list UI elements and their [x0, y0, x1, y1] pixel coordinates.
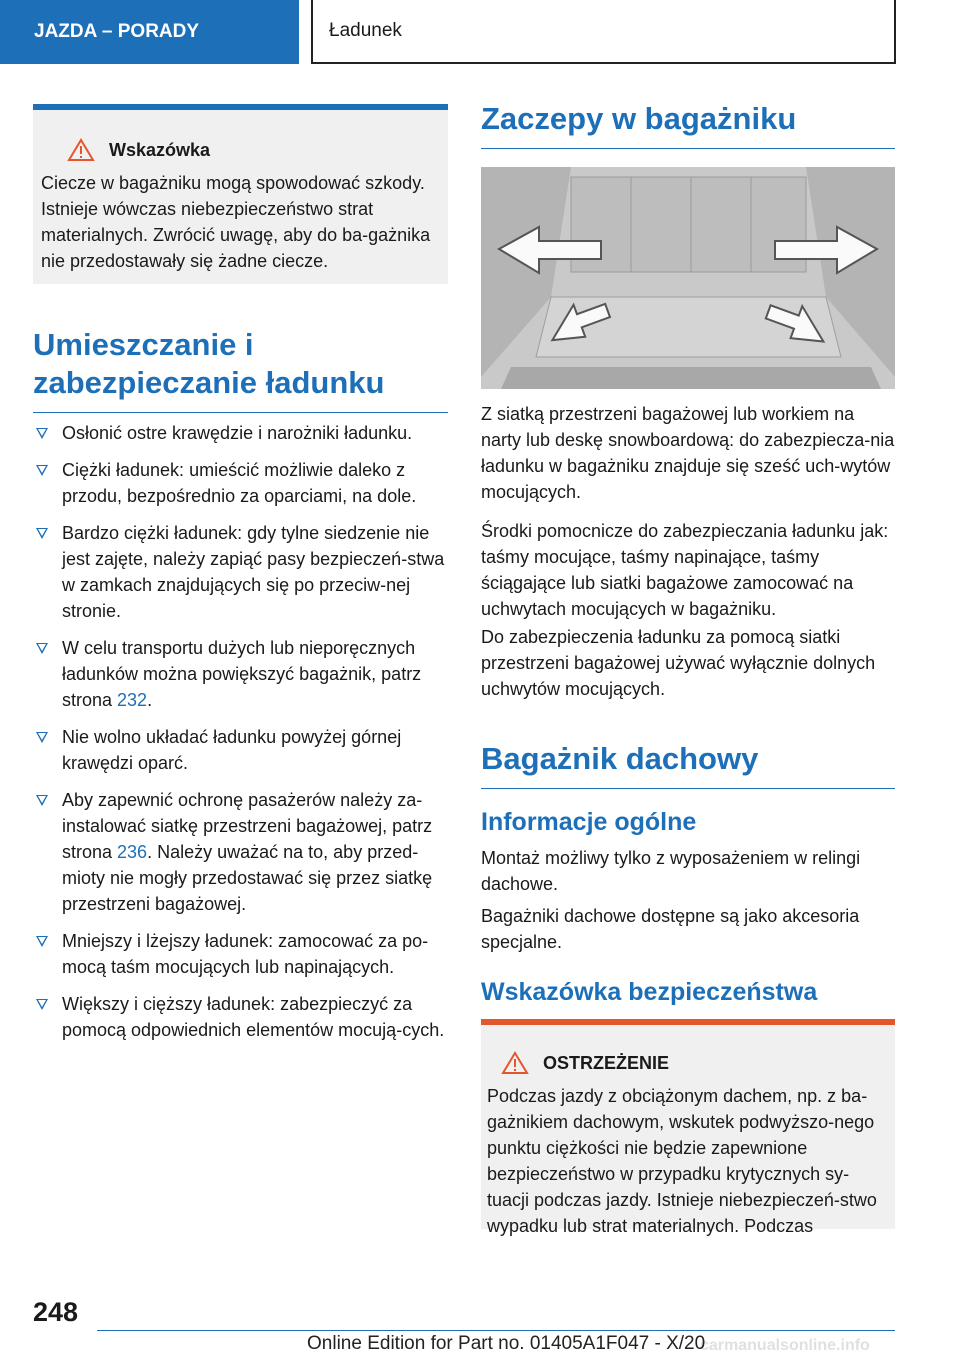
- bullet-triangle-icon: [36, 936, 48, 947]
- footer-divider: [97, 1330, 895, 1331]
- list-item: Nie wolno układać ładunku powyżej górnej krawędzi oparć.: [33, 724, 448, 776]
- header-topic: Ładunek: [311, 0, 896, 64]
- anchors-paragraph-3: Do zabezpieczenia ładunku za pomocą siatki przestrzeni bagażowej używać wyłącznie dolnych uchwytów mocujących.: [481, 627, 876, 699]
- bullet-triangle-icon: [36, 643, 48, 654]
- anchors-paragraph-1: Z siatką przestrzeni bagażowej lub workiem na narty lub deskę snowboardową: do zabezpiecza-nia ładunku w bagażniku znajduje się sześć uch-wytów mocujących.: [481, 404, 895, 502]
- warning-triangle-icon: [67, 138, 95, 162]
- note-box: [33, 104, 448, 284]
- header-section: JAZDA – PORADY: [0, 0, 299, 64]
- bullet-triangle-icon: [36, 999, 48, 1010]
- note-text: Ciecze w bagażniku mogą spowodować szkody. Istnieje wówczas niebezpieczeństwo strat materialnych. Zwrócić uwagę, aby do ba-gażnika nie przedostawały się żadne ciecze.: [41, 173, 431, 271]
- warning-triangle-icon: [501, 1051, 529, 1075]
- warning-title-row: [487, 1051, 889, 1075]
- bullet-triangle-icon: [36, 732, 48, 743]
- bullet-triangle-icon: [36, 465, 48, 476]
- list-item: Ciężki ładunek: umieścić możliwie daleko z przodu, bezpośrednio za oparciami, na dole.: [33, 457, 448, 509]
- warning-box: [481, 1019, 895, 1236]
- heading-line2: zabezpieczanie ładunku: [33, 365, 385, 400]
- list-item: Osłonić ostre krawędzie i narożniki ładunku.: [33, 420, 448, 446]
- bullet-triangle-icon: [36, 795, 48, 806]
- heading-line1: Umieszczanie i: [33, 327, 254, 362]
- subheading-general-info: Informacje ogólne: [481, 808, 697, 836]
- list-item: Bardzo ciężki ładunek: gdy tylne siedzenie nie jest zajęte, należy zapiąć pasy bezpieczeń-stwa w zamkach znajdujących się po przeciw-nej stronie.: [33, 520, 448, 624]
- subheading-safety-note: Wskazówka bezpieczeństwa: [481, 978, 818, 1006]
- section-heading-loading: [33, 326, 448, 413]
- trunk-illustration: [481, 167, 895, 389]
- bullet-triangle-icon: [36, 428, 48, 439]
- bullet-triangle-icon: [36, 528, 48, 539]
- roof-paragraph-2: Bagażniki dachowe dostępne są jako akcesoria specjalne.: [481, 906, 860, 952]
- list-item: W celu transportu dużych lub nieporęcznych ładunków można powiększyć bagażnik, patrz strona 232.: [33, 635, 448, 713]
- note-title-row: [43, 138, 440, 162]
- list-item: Aby zapewnić ochronę pasażerów należy za-instalować siatkę przestrzeni bagażowej, patrz strona 236. Należy uważać na to, aby przed-mioty nie mogły przedostawać się przez siatkę przestrzeni bagażowej.: [33, 787, 448, 917]
- warning-title: OSTRZEŻENIE: [543, 1052, 670, 1073]
- anchors-paragraph-2: Środki pomocnicze do zabezpieczania ładunku jak: taśmy mocujące, taśmy napinające, taśmy ściągające lub siatki bagażowe zamocować na uchwytach mocujących w bagażniku.: [481, 521, 889, 619]
- warning-text: Podczas jazdy z obciążonym dachem, np. z ba-gażnikiem dachowym, wskutek podwyższo-nego punktu ciężkości nie będzie zapewnione bezpieczeństwo w przypadku krytycznych sy-tuacji podczas jazdy. Istnieje niebezpieczeń-stwo wypadku lub strat materialnych. Podczas: [487, 1086, 877, 1236]
- note-title: Wskazówka: [109, 139, 211, 160]
- page-link-236[interactable]: 236: [117, 842, 148, 862]
- page-link-232[interactable]: 232: [117, 690, 148, 710]
- section-heading-roof-rack: Bagażnik dachowy: [481, 740, 895, 789]
- list-item: Większy i cięższy ładunek: zabezpieczyć za pomocą odpowiednich elementów mocują-cych.: [33, 991, 448, 1043]
- section-heading-anchors: Zaczepy w bagażniku: [481, 100, 895, 149]
- page-number: 248: [33, 1297, 79, 1327]
- watermark: carmanualsonline.info: [700, 1337, 870, 1354]
- list-item: Mniejszy i lżejszy ładunek: zamocować za po-mocą taśm mocujących lub napinających.: [33, 928, 448, 980]
- roof-paragraph-1: Montaż możliwy tylko z wyposażeniem w relingi dachowe.: [481, 848, 861, 894]
- trunk-photo: [481, 167, 895, 389]
- loading-bullets: [33, 420, 448, 1054]
- footer-edition: Online Edition for Part no. 01405A1F047 - X/20: [307, 1333, 706, 1354]
